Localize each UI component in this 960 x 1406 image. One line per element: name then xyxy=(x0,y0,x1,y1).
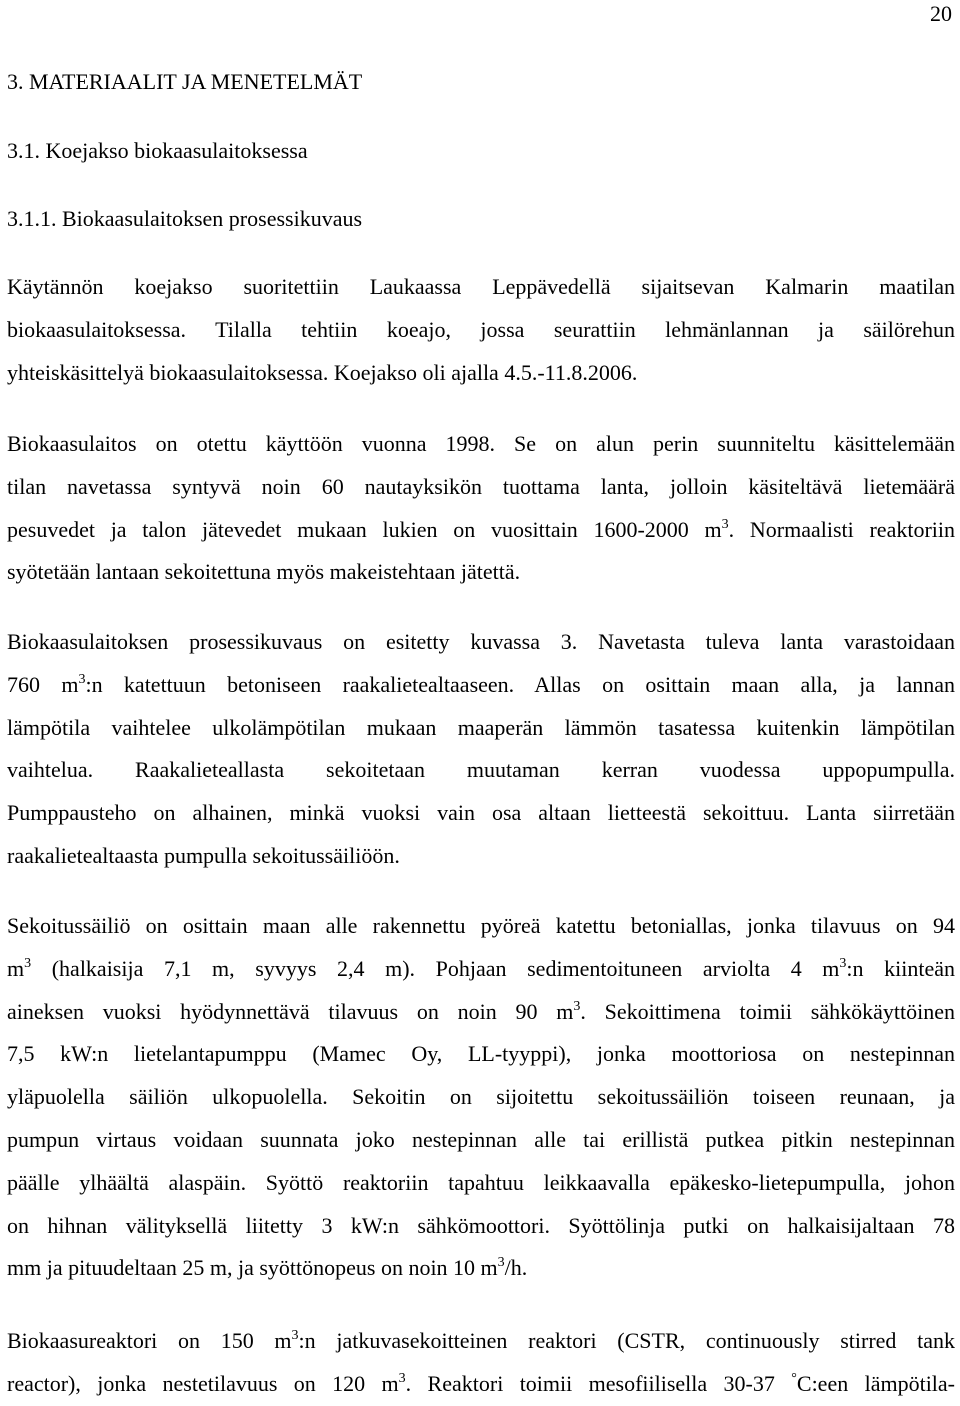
section-heading: 3.1. Koejakso biokaasulaitoksessa xyxy=(7,138,308,163)
superscript: 3 xyxy=(573,998,581,1014)
text-run: reactor), jonka nestetilavuus on 120 m xyxy=(7,1370,399,1396)
subsection-heading: 3.1.1. Biokaasulaitoksen prosessikuvaus xyxy=(7,206,363,231)
text-run: 760 m xyxy=(7,671,79,697)
text-line: lämpötila vaihtelee ulkolämpötilan mukaan maaperän lämmön tasatessa kuitenkin lämpötilan xyxy=(7,714,955,740)
text-run: C:een lämpötila- xyxy=(796,1370,956,1396)
text-line: päälle ylhäältä alaspäin. Syöttö reaktoriin tapahtuu leikkaavalla epäkesko-lietepumpulla, johon xyxy=(7,1169,955,1195)
text-run: :n katettuun betoniseen raakalietealtaaseen. Allas on osittain maan alla, ja lannan xyxy=(85,671,955,697)
text-run: m xyxy=(7,955,25,981)
text-line xyxy=(7,1363,955,1406)
paragraph-plant-history xyxy=(7,423,955,594)
text-line: Käytännön koejakso suoritettiin Laukaassa Leppävedellä sijaitsevan Kalmarin maatilan xyxy=(7,274,955,299)
paragraph-process-description xyxy=(7,621,955,878)
superscript: 3 xyxy=(24,955,32,971)
text-line xyxy=(7,948,955,991)
text-run: . Normaalisti reaktoriin xyxy=(728,516,956,542)
text-line xyxy=(7,1320,955,1363)
chapter-heading: 3. MATERIAALIT JA MENETELMÄT xyxy=(7,69,363,94)
text-run: (halkaisija 7,1 m, syvyys 2,4 m). Pohjaan sedimentoituneen arviolta 4 m xyxy=(31,955,840,981)
superscript: 3 xyxy=(78,671,86,687)
text-line: vaihtelua. Raakalieteallasta sekoitetaan muutaman kerran vuodessa uppopumpulla. xyxy=(7,757,955,783)
text-line: biokaasulaitoksessa. Tilalla tehtiin koeajo, jossa seurattiin lehmänlannan ja säilörehun xyxy=(7,316,955,342)
text-run: . Sekoittimena toimii sähkökäyttöinen xyxy=(580,998,955,1024)
page-number: 20 xyxy=(930,1,952,26)
superscript: 3 xyxy=(291,1328,299,1343)
text-line xyxy=(7,1247,955,1290)
superscript: 3 xyxy=(721,516,729,532)
paragraph-mixing-tank xyxy=(7,905,955,1290)
text-line xyxy=(7,664,955,707)
text-line: tilan navetassa syntyvä noin 60 nautayksikön tuottama lanta, jolloin käsiteltävä lietemäärä xyxy=(7,473,955,499)
text-line xyxy=(7,509,955,552)
superscript: 3 xyxy=(839,955,847,971)
text-line: syötetään lantaan sekoitettuna myös makeistehtaan jätettä. xyxy=(7,559,521,585)
text-line xyxy=(7,991,955,1034)
text-run: mm ja pituudeltaan 25 m, ja syöttönopeus on noin 10 m xyxy=(7,1255,498,1281)
text-line: Pumppausteho on alhainen, minkä vuoksi vain osa altaan lietteestä sekoittuu. Lanta siirretään xyxy=(7,800,955,826)
text-line: Biokaasulaitos on otettu käyttöön vuonna 1998. Se on alun perin suunniteltu käsittelemään xyxy=(7,431,955,456)
paragraph-trial-period xyxy=(7,266,955,394)
text-line: 7,5 kW:n lietelantapumppu (Mamec Oy, LL-tyyppi), jonka moottoriosa on nestepinnan xyxy=(7,1041,955,1067)
text-run: :n kiinteän xyxy=(846,955,956,981)
text-run: :n jatkuvasekoitteinen reaktori (CSTR, continuously stirred tank xyxy=(298,1328,955,1353)
text-line: pumpun virtaus voidaan suunnata joko nestepinnan alle tai erillistä putkea pitkin nestepinnan xyxy=(7,1126,955,1152)
text-run: Biokaasureaktori on 150 m xyxy=(7,1328,292,1353)
superscript: 3 xyxy=(398,1370,406,1386)
text-run: pesuvedet ja talon jätevedet mukaan lukien on vuosittain 1600-2000 m xyxy=(7,516,722,542)
text-line: Biokaasulaitoksen prosessikuvaus on esitetty kuvassa 3. Navetasta tuleva lanta varastoidaan xyxy=(7,629,955,654)
text-run: /h. xyxy=(504,1255,528,1281)
text-run: aineksen vuoksi hyödynnettävä tilavuus on noin 90 m xyxy=(7,998,574,1024)
text-line: yhteiskäsittelyä biokaasulaitoksessa. Koejakso oli ajalla 4.5.-11.8.2006. xyxy=(7,359,638,385)
text-line: yläpuolella säiliön ulkopuolella. Sekoitin on sijoitettu sekoitussäiliön toiseen reunaan, ja xyxy=(7,1084,955,1110)
paragraph-bioreactor xyxy=(7,1320,955,1406)
text-line: Sekoitussäiliö on osittain maan alle rakennettu pyöreä katettu betoniallas, jonka tilavuus on 94 xyxy=(7,913,955,938)
degree-symbol: ° xyxy=(791,1370,797,1386)
text-run: . Reaktori toimii mesofiilisella 30-37 xyxy=(405,1370,792,1396)
text-line: on hihnan välityksellä liitetty 3 kW:n sähkömoottori. Syöttölinja putki on halkaisijaltaan 78 xyxy=(7,1212,955,1238)
text-line: raakalietealtaasta pumpulla sekoitussäiliöön. xyxy=(7,842,400,868)
superscript: 3 xyxy=(497,1255,505,1271)
